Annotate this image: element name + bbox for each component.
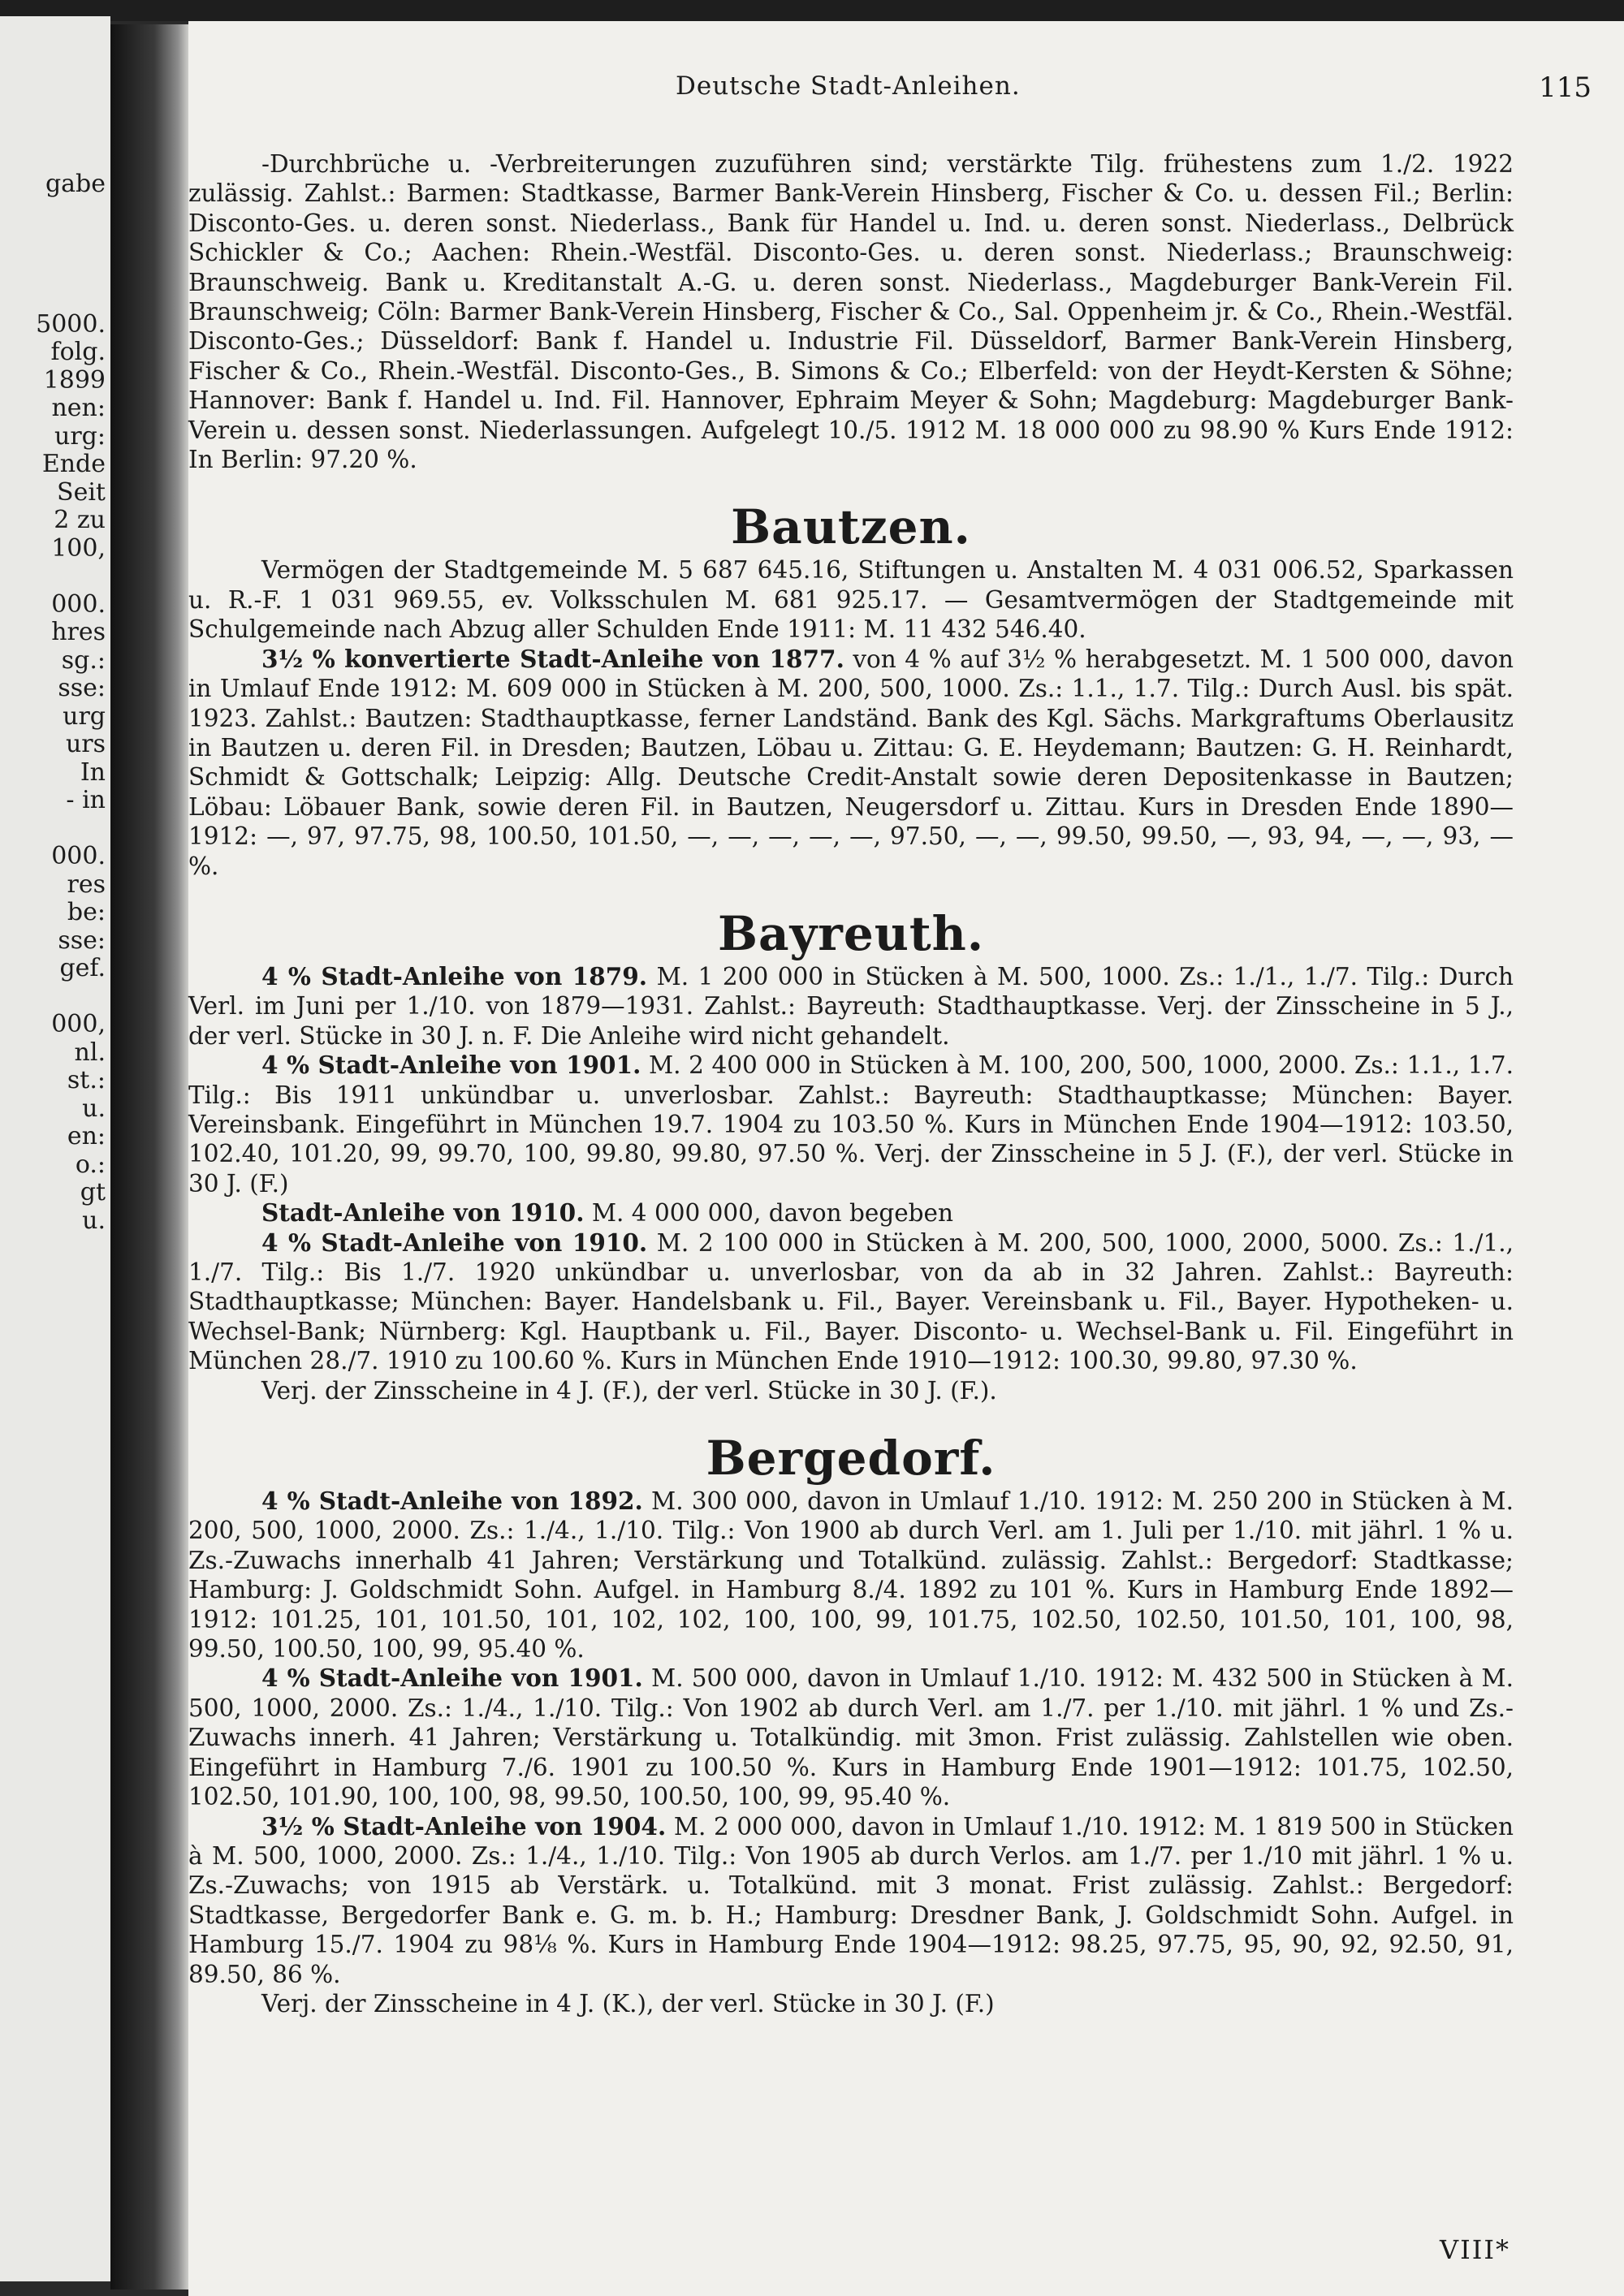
loan-entry [188,1228,1514,1376]
section-gap [188,474,1514,498]
loan-details: M. 300 000, davon in Umlauf 1./10. 1912: M. 250 200 in Stücken à M. 200, 500, 1000, 2000. Zs.: 1./4., 1./10. Tilg.: Von 1900 ab durch Verl. am 1. Juli per 1./10. mit jährl. 1 % u. Zs.-Zuwachs innerhalb 41 Jahren; Verstärkung und Totalkünd. zulässig. Zahlst.: Bergedorf: Stadtkasse; Hamburg: J. Goldschmidt Sohn. Aufgel. in Hamburg 8./4. 1892 zu 101 %. Kurs in Hamburg Ende 1892—1912: 101.25, 101, 101.50, 101, 102, 102, 100, 100, 99, 101.75, 102.50, 102.50, 101.50, 101, 100, 98, 99.50, 100.50, 100, 99, 95.40 %. [188,1487,1514,1664]
left-page-text-fragments [36,170,106,1235]
left-fragment: urg: [54,421,106,451]
left-fragment: sg.: [61,645,106,675]
left-fragment [36,255,106,283]
page-header [188,71,1624,104]
left-fragment [36,227,106,255]
loan-title: 3½ % konvertierte Stadt-Anleihe von 1877. [261,644,844,673]
page-number: 115 [1539,71,1592,104]
loan-details: M. 2 400 000 in Stücken à M. 100, 200, 500, 1000, 2000. Zs.: 1.1., 1.7. Tilg.: Bis 1911 unkündbar u. unverlosbar. Zahlst.: Bayreuth: Stadthauptkasse; München: Bayer. Vereinsbank. Eingeführt in München 19.7. 1904 zu 103.50 %. Kurs in München Ende 1904—1912: 103.50, 102.40, 101.20, 99, 99.70, 100, 99.80, 99.80, 97.50 %. Verj. der Zinsscheine in 5 J. (F.), der verl. Stücke in 30 J. (F.) [188,1051,1514,1198]
left-fragment: 5000. [36,309,106,339]
loan-entry [188,1051,1514,1198]
left-fragment: sse: [58,674,106,702]
left-fragment: urs [65,730,106,758]
left-fragment: In [80,757,106,787]
loan-title: 4 % Stadt-Anleihe von 1910. [261,1228,648,1257]
loan-details: Verj. der Zinsscheine in 4 J. (K.), der verl. Stücke in 30 J. (F.) [261,1989,995,2018]
page [188,21,1624,2296]
section-gap [188,881,1514,905]
left-fragment [36,563,106,591]
left-fragment: nl. [74,1038,106,1067]
left-fragment: 1899 [43,365,106,395]
city-heading: Bayreuth. [717,905,985,961]
left-fragment [36,283,106,311]
left-fragment [36,199,106,227]
city-heading: Bergedorf. [706,1431,996,1487]
left-fragment: u. [82,1094,106,1123]
left-fragment: 000, [51,1010,106,1038]
left-fragment: 000. [51,589,106,619]
city-heading: Bautzen. [731,499,971,555]
left-fragment: nen: [51,394,106,422]
left-fragment: - in [66,786,106,814]
loan-title: 4 % Stadt-Anleihe von 1892. [261,1487,643,1516]
left-fragment: hres [51,618,106,646]
left-fragment: 100, [51,533,106,563]
left-fragment: res [67,870,106,899]
running-title: Deutsche Stadt-Anleihen. [676,71,1021,101]
loan-details: M. 2 100 000 in Stücken à M. 200, 500, 1000, 2000, 5000. Zs.: 1./1., 1./7. Tilg.: Bis 1./7. 1920 unkündbar u. unverlosbar, von da ab in 32 Jahren. Zahlst.: Bayreuth: Stadthauptkasse; München: Bayer. Handelsbank u. Fil., Bayer. Vereinsbank u. Fil., Bayer. Hypotheken- u. Wechsel-Bank; Nürnberg: Kgl. Hauptbank u. Fil., Bayer. Disconto- u. Wechsel-Bank u. Fil. Eingeführt in München 28./7. 1910 zu 100.60 %. Kurs in München Ende 1910—1912: 100.30, 99.80, 97.30 %. [188,1228,1514,1375]
loan-details: von 4 % auf 3½ % herabgesetzt. M. 1 500 000, davon in Umlauf Ende 1912: M. 609 000 in Stücken à M. 200, 500, 1000. Zs.: 1.1., 1.7. Tilg.: Durch Ausl. bis spät. 1923. Zahlst.: Bautzen: Stadthauptkasse, ferner Landständ. Bank des Kgl. Sächs. Markgraftums Oberlausitz in Bautzen u. deren Fil. in Dresden; Bautzen, Löbau u. Zittau: G. E. Heydemann; Bautzen: G. H. Reinhardt, Schmidt & Gottschalk; Leipzig: Allg. Deutsche Credit-Anstalt sowie deren Depositenkasse in Bautzen; Löbau: Löbauer Bank, sowie deren Fil. in Bautzen, Neugersdorf u. Zittau. Kurs in Dresden Ende 1890—1912: —, 97, 97.75, 98, 100.50, 101.50, —, —, —, —, —, 97.50, —, —, 99.50, 99.50, —, 93, 94, —, —, 93, — %. [188,645,1514,880]
loan-details: M. 2 000 000, davon in Umlauf 1./10. 1912: M. 1 819 500 in Stücken à M. 500, 1000, 2000. Zs.: 1./4., 1./10. Tilg.: Von 1905 ab durch Verlos. am 1./7. per 1./10 mit jährl. 1 % u. Zs.-Zuwachs; von 1915 ab Verstärk. u. Totalkünd. mit 3 monat. Frist zulässig. Zahlst.: Bergedorf: Stadtkasse, Bergedorfer Bank e. G. m. b. H.; Hamburg: Dresdner Bank, J. Goldschmidt Sohn. Aufgel. in Hamburg 15./7. 1904 zu 98⅛ %. Kurs in Hamburg Ende 1904—1912: 98.25, 97.75, 95, 90, 92, 92.50, 91, 89.50, 86 %. [188,1812,1514,1988]
left-fragment: u. [82,1206,106,1235]
loan-title: 3½ % Stadt-Anleihe von 1904. [261,1811,667,1841]
loan-title: 4 % Stadt-Anleihe von 1901. [261,1051,641,1080]
loan-title: Stadt-Anleihe von 1910. [261,1198,585,1228]
left-fragment: be: [67,898,106,926]
loan-entry [188,1664,1514,1811]
intro-paragraph: -Durchbrüche u. -Verbreiterungen zuzuführen sind; verstärkte Tilg. frühestens zum 1./2. 1922 zulässig. Zahlst.: Barmen: Stadtkasse, Barmer Bank-Verein Hinsberg, Fischer & Co. u. dessen Fil.; Berlin: Disconto-Ges. u. deren sonst. Niederlass., Bank für Handel u. Ind. u. deren sonst. Niederlass., Delbrück Schickler & Co.; Aachen: Rhein.-Westfäl. Disconto-Ges. u. deren sonst. Niederlass.; Braunschweig: Braunschweig. Bank u. Kreditanstalt A.-G. u. deren sonst. Niederlass., Magdeburger Bank-Verein Fil. Braunschweig; Cöln: Barmer Bank-Verein Hinsberg, Fischer & Co., Sal. Oppenheim jr. & Co., Rhein.-Westfäl. Disconto-Ges.; Düsseldorf: Bank f. Handel u. Industrie Fil. Düsseldorf, Barmer Bank-Verein Hinsberg, Fischer & Co., Rhein.-Westfäl. Disconto-Ges., B. Simons & Co.; Elberfeld: von der Heydt-Kersten & Söhne; Hannover: Bank f. Handel u. Ind. Fil. Hannover, Ephraim Meyer & Sohn; Magdeburg: Magdeburger Bank-Verein u. dessen sonst. Niederlassungen. Aufgelegt 10./5. 1912 M. 18 000 000 zu 98.90 % Kurs Ende 1912: In Berlin: 97.20 %. [188,150,1514,474]
page-content [188,149,1514,2018]
loan-entry [188,962,1514,1051]
left-fragment: Ende [41,450,106,478]
left-fragment: sse: [58,926,106,955]
left-page-fragment [0,16,110,2281]
left-fragment: o.: [75,1150,106,1179]
scan-top-edge [0,0,1624,21]
left-fragment: st.: [67,1066,106,1094]
loan-entry [188,1198,1514,1228]
loan-title: 4 % Stadt-Anleihe von 1901. [261,1664,643,1693]
left-fragment [36,983,106,1012]
loan-details: M. 500 000, davon in Umlauf 1./10. 1912: M. 432 500 in Stücken à M. 500, 1000, 2000. Zs.: 1./4., 1./10. Tilg.: Von 1902 ab durch Verl. am 1./7. per 1./10. mit jährl. 1 % und Zs.-Zuwachs innerh. 41 Jahren; Verstärkung u. Totalkündig. mit 3mon. Frist zulässig. Zahlstellen wie oben. Eingeführt in Hamburg 7./6. 1901 zu 100.50 %. Kurs in Hamburg Ende 1901—1912: 101.75, 102.50, 102.50, 101.90, 100, 100, 98, 99.50, 100.50, 100, 99, 95.40 %. [188,1664,1514,1811]
left-fragment: folg. [50,338,106,366]
loan-details: M. 1 200 000 in Stücken à M. 500, 1000. Zs.: 1./1., 1./7. Tilg.: Durch Verl. im Juni per 1./10. von 1879—1931. Zahlst.: Bayreuth: Stadthauptkasse. Verj. der Zinsscheine in 5 J., der verl. Stücke in 30 J. n. F. Die Anleihe wird nicht gehandelt. [188,962,1514,1050]
left-fragment: en: [67,1122,106,1150]
loan-details: M. 4 000 000, davon begeben [584,1199,953,1228]
loan-details: Vermögen der Stadtgemeinde M. 5 687 645.16, Stiftungen u. Anstalten M. 4 031 006.52, Sparkassen u. R.-F. 1 031 969.55, ev. Volksschulen M. 681 925.17. — Gesamtvermögen der Stadtgemeinde mit Schulgemeinde nach Abzug aller Schulden Ende 1911: M. 11 432 546.40. [188,556,1514,644]
loan-details: Verj. der Zinsscheine in 4 J. (F.), der verl. Stücke in 30 J. (F.). [261,1376,997,1405]
left-fragment: gabe [45,170,106,198]
loan-entry [188,645,1514,881]
left-fragment: urg [63,701,106,731]
left-fragment: gef. [59,954,106,982]
loan-entry [188,1989,1514,2018]
left-fragment: 2 zu [54,506,106,534]
loan-entry [188,1487,1514,1664]
loan-entry [188,1812,1514,1989]
left-fragment: Seit [57,477,106,507]
section-gap [188,1405,1514,1430]
loan-entry [188,1376,1514,1405]
left-fragment [36,815,106,844]
signature-mark: VIII* [1439,2234,1510,2265]
left-fragment: 000. [51,842,106,870]
left-fragment: gt [80,1178,106,1206]
book-gutter [110,24,190,2290]
loan-entry [188,555,1514,644]
loan-title: 4 % Stadt-Anleihe von 1879. [261,961,648,990]
